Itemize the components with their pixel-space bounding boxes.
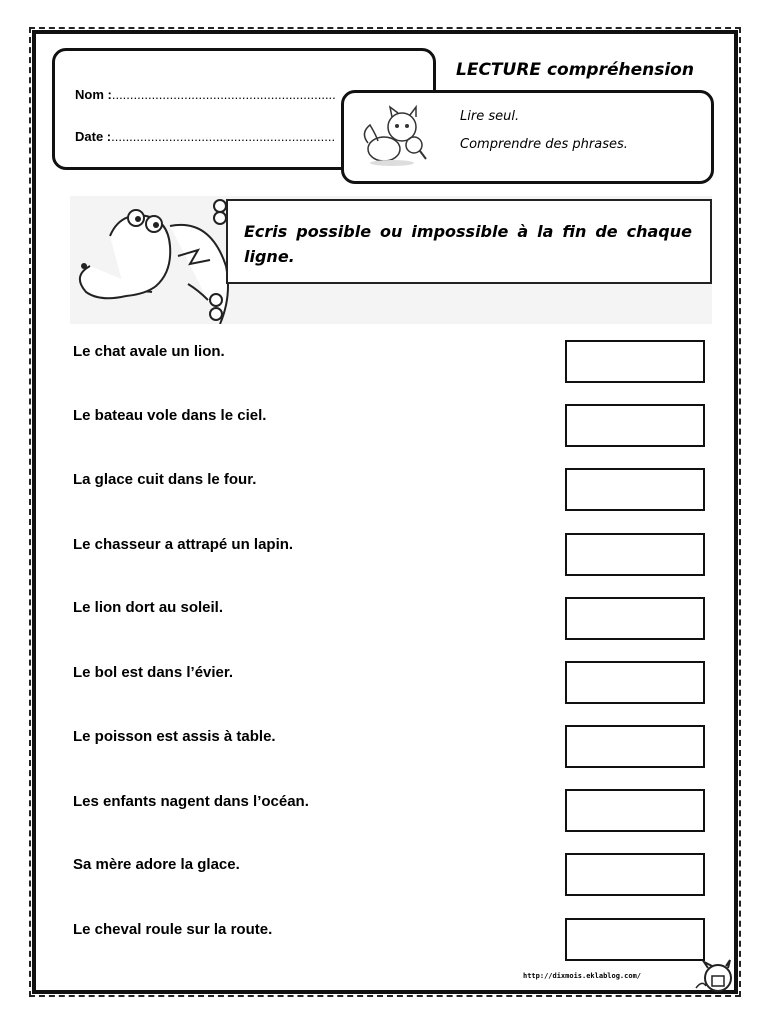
goal-understand-sentences: Comprendre des phrases.: [460, 137, 628, 152]
sentence-3: La glace cuit dans le four.: [73, 471, 257, 488]
answer-box-4[interactable]: [565, 533, 705, 576]
sentence-7: Le poisson est assis à table.: [73, 728, 276, 745]
raccoon-mascot-icon: [354, 99, 430, 171]
name-field[interactable]: [75, 87, 336, 102]
sentence-10: Le cheval roule sur la route.: [73, 921, 273, 938]
answer-box-10[interactable]: [565, 918, 705, 961]
footer-logo-icon: [694, 958, 736, 994]
answer-box-1[interactable]: [565, 340, 705, 383]
name-dots: ..............................................................: [111, 87, 336, 102]
instruction-box: [226, 199, 712, 284]
answer-box-7[interactable]: [565, 725, 705, 768]
sentence-6: Le bol est dans l’évier.: [73, 664, 234, 681]
sentence-2: Le bateau vole dans le ciel.: [73, 407, 267, 424]
answer-box-6[interactable]: [565, 661, 705, 704]
sentence-4: Le chasseur a attrapé un lapin.: [73, 536, 294, 553]
answer-box-2[interactable]: [565, 404, 705, 447]
answer-box-8[interactable]: [565, 789, 705, 832]
date-dots: ..............................................................: [111, 129, 336, 144]
answer-box-5[interactable]: [565, 597, 705, 640]
answer-box-3[interactable]: [565, 468, 705, 511]
worksheet-title: LECTURE compréhension: [456, 60, 694, 80]
answer-box-9[interactable]: [565, 853, 705, 896]
goal-read-alone: Lire seul.: [460, 109, 520, 124]
goals-box: [341, 90, 714, 184]
date-field[interactable]: [75, 129, 335, 144]
sentence-9: Sa mère adore la glace.: [73, 856, 240, 873]
footer-url: http://dixmois.eklablog.com/: [523, 972, 642, 980]
date-label: Date :: [75, 129, 112, 144]
dinosaur-mascot-icon: [70, 196, 240, 324]
instruction-text: Ecris possible ou impossible à la fin de chaque ligne.: [244, 222, 692, 266]
name-label: Nom :: [75, 87, 112, 102]
sentence-5: Le lion dort au soleil.: [73, 599, 224, 616]
sentence-8: Les enfants nagent dans l’océan.: [73, 793, 309, 810]
sentence-1: Le chat avale un lion.: [73, 343, 225, 360]
